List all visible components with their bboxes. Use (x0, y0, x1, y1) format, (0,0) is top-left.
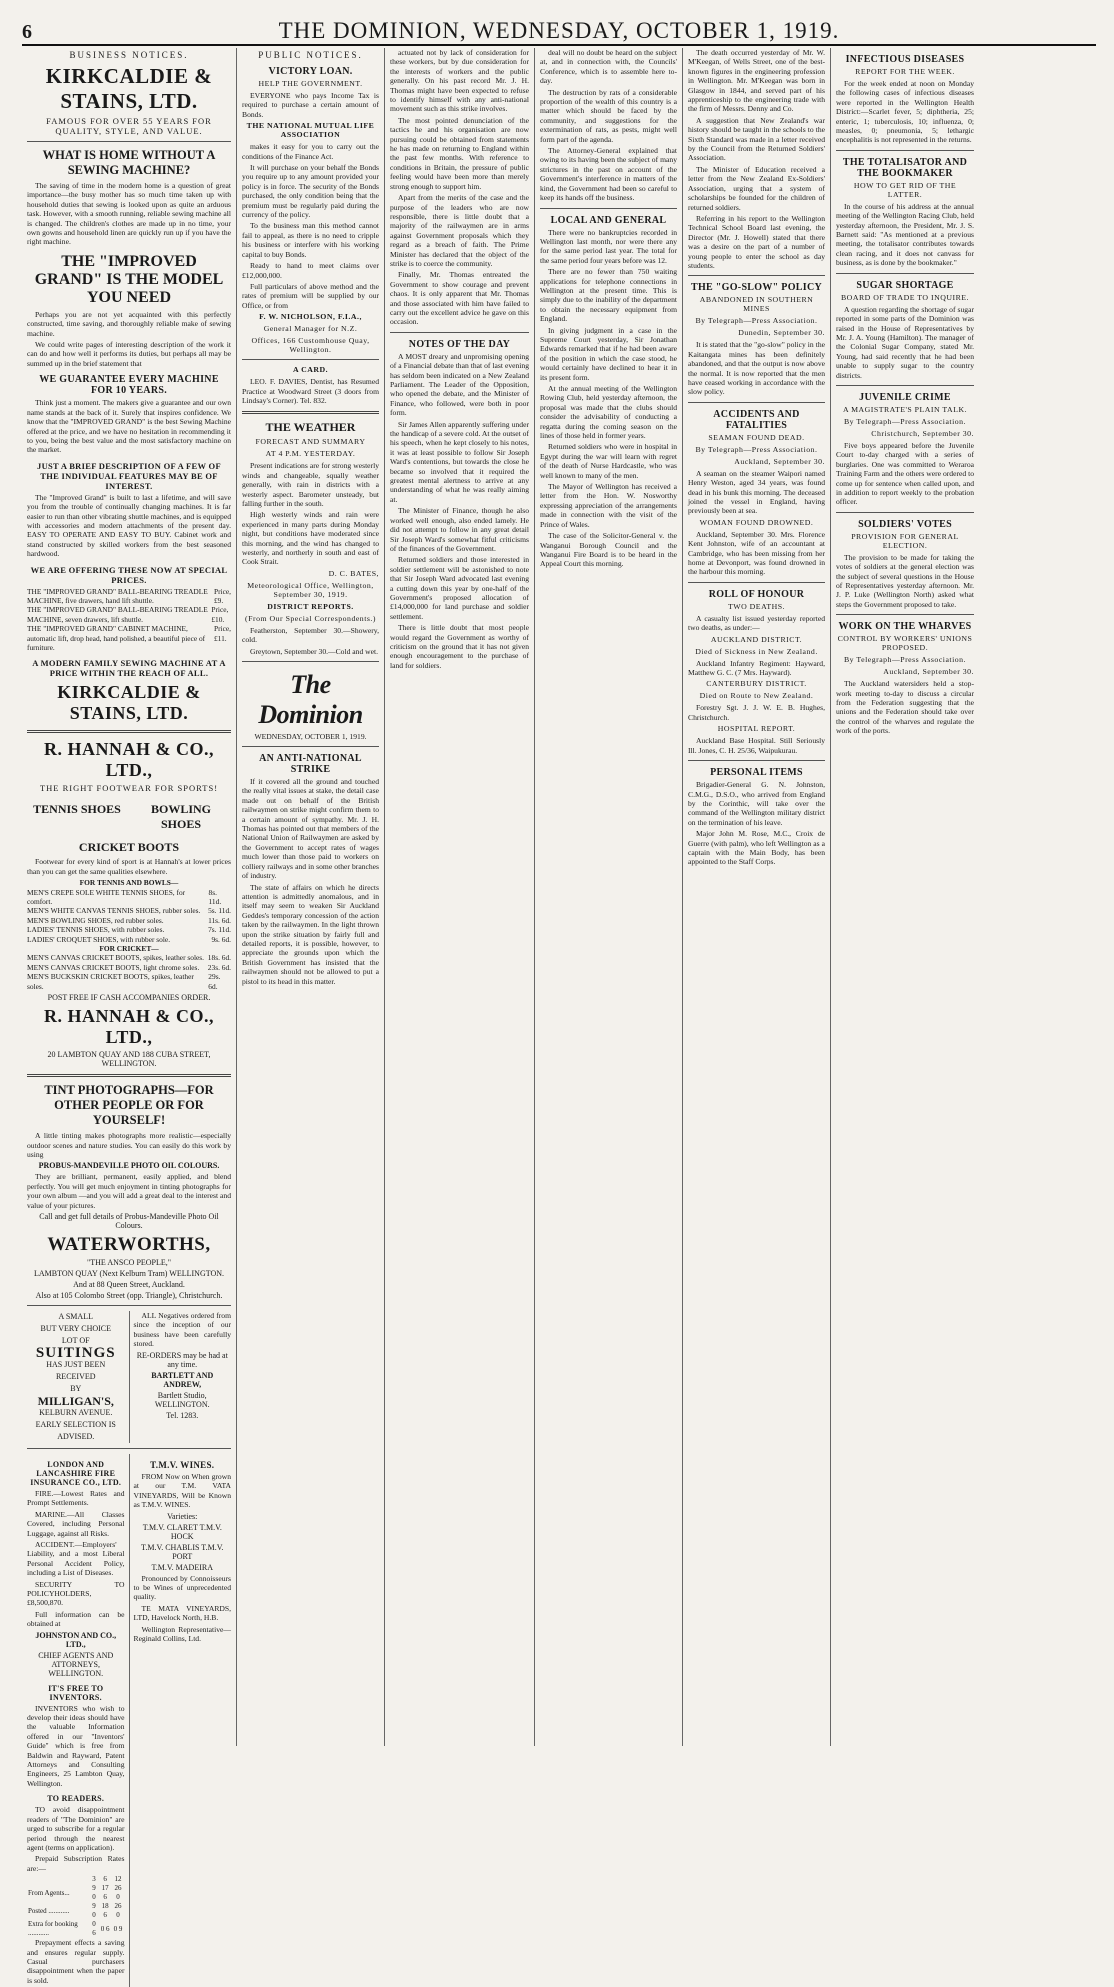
local-general-column: deal will no doubt be heard on the subject at, and in connection with, the Councils' Conference, which is to assemble here to-day. The destruction by rats of a considerable proportion of the wealth of this country is a matter which should be faced by the community, and suggestions for the extermination of rats, as pests, might well form part of the agenda. The Attorney-General explained that owing to its having been the subject of many strictures in the past on account of the Government's interference in matters of the kind, the Government had been so careful to keep its hands off the business. LOCAL AND GENERAL There were no bankruptcies recorded in Wellington last month, nor were there any for the same period last year. The total for the same period four years before was 12. There are no fewer than 750 waiting applications for telephone connections in Wellington at the present time. This is simply due to the inability of the department to obtain the necessary equipment from England. In giving judgment in a case in the Supreme Court yesterday, Sir Jonathan Edwards remarked that if he had been aware of the position in which the case stood, he would certainly have declined to hear it in its present form. At the annual meeting of the Wellington Rowing Club, held yesterday afternoon, the proposal was made that the clubs should consider the advisability of conducting a regatta during the coming season on the lines of those held in former years. Returned soldiers who were in hospital in Egypt during the war will learn with regret of the death of Nurse Hardcastle, who was well known to many of the men. The Mayor of Wellington has received a letter from the Hon. W. Nosworthy expressing appreciation of the arrangements made in connection with the visit of the Prince of Wales. The case of the Solicitor-General v. the Wanganui Borough Council and the Wanganui Fire Board is to be heard in the Appeal Court this morning. (535, 48, 683, 1746)
bowling-shoes-heading: BOWLING SHOES (150, 802, 211, 832)
page-number: 6 (22, 21, 32, 43)
masthead-title: THE DOMINION, WEDNESDAY, OCTOBER 1, 1919. (278, 18, 840, 43)
cricket-item: MEN'S BUCKSKIN CRICKET BOOTS, spikes, leather soles. 29s. 6d. (27, 972, 221, 991)
subscription-rates-table: 3 6 12 From Agents... 9 0 17 6 26 0 Posted ............ 9 0 18 6 26 0 Extra for booking ............ 0 6 0 6 0 9 (27, 1875, 125, 1938)
readers-heading: TO READERS. (47, 1794, 105, 1804)
johnston-name: JOHNSTON AND CO., LTD., (35, 1630, 117, 1649)
ansco-tagline: "THE ANSCO PEOPLE," (86, 1257, 172, 1267)
district-reports-heading: DISTRICT REPORTS. (267, 601, 354, 611)
tmv-text-2: Pronounced by Connoisseurs to be Wines of unprecedented quality. (133, 1573, 231, 1602)
bartlett-tel: Tel. 1283. (166, 1410, 199, 1420)
page-masthead (22, 14, 1096, 46)
victory-loan-sub: HELP THE GOVERNMENT. (258, 79, 363, 88)
improved-text-2: We could write pages of interesting description of the work it can do and how well it performs its duties, but perhaps all may be summed up in the brief statement that (27, 340, 231, 368)
johnston-role: CHIEF AGENTS AND ATTORNEYS, WELLINGTON. (38, 1650, 114, 1678)
inventors-text: INVENTORS who wish to develop their ideas should have the valuable Information offered in our "Inventors' Guide" which is free from Baldwin and Rayward, Patent Attorneys and Consulting Engineers, 25 Lambton Quay, Wellington. (27, 1703, 125, 1788)
sport-note: Footwear for every kind of sport is at Hannah's at lower prices than you can get the same qualities elsewhere. (27, 857, 231, 876)
cricket-item: MEN'S CANVAS CRICKET BOOTS, spikes, leather soles. 18s. 6d. (27, 953, 231, 963)
offer-item: THE "IMPROVED GRAND" CABINET MACHINE, automatic lift, drop head, hand polished, a beautiful piece of furniture. Price, £11. (27, 624, 231, 652)
waterworths-brand: WATERWORTHS, (47, 1233, 211, 1255)
tmv-varieties-label: Varieties: (167, 1511, 198, 1521)
offer-list (27, 587, 231, 653)
readers-text: TO avoid disappointment readers of "The Dominion" are urged to subscribe for a regular period through the nearest agent (terms on application). (27, 1805, 125, 1852)
totalisator-heading: THE TOTALISATOR AND THE BOOKMAKER (842, 156, 968, 179)
sugar-heading: SUGAR SHORTAGE (856, 279, 954, 291)
inventors-heading: IT'S FREE TO INVENTORS. (48, 1683, 104, 1702)
suitings-ad: A SMALL BUT VERY CHOICE LOT OF SUITINGS HAS JUST BEEN RECEIVED BY MILLIGAN'S, KELBURN AVENUE. EARLY SELECTION IS ADVISED. (35, 1311, 116, 1441)
tint-call: Call and get full details of Probus-Mandeville Photo Oil Colours. (39, 1211, 219, 1230)
hannah-tagline: THE RIGHT FOOTWEAR FOR SPORTS! (39, 783, 219, 794)
tennis-item: MEN'S BOWLING SHOES, red rubber soles. 11s. 6d. (27, 915, 231, 925)
tint-product: PROBUS-MANDEVILLE PHOTO OIL COLOURS. (38, 1161, 220, 1171)
tmv-agent: Wellington Representative—Reginald Collins, Ltd. (133, 1624, 231, 1643)
cricket-item: MEN'S CANVAS CRICKET BOOTS, light chrome soles. 23s. 6d. (27, 962, 231, 972)
weather-sub: FORECAST AND SUMMARY (255, 437, 366, 447)
guarantee-headline: WE GUARANTEE EVERY MACHINE FOR 10 YEARS. (39, 374, 219, 397)
tint-text: A little tinting makes photographs more realistic—especially outdoor scenes and nature studies. You can easily do this work by using (27, 1131, 231, 1159)
personal-items-heading: PERSONAL ITEMS (710, 767, 803, 779)
mutual-life-heading: THE NATIONAL MUTUAL LIFE ASSOCIATION (246, 121, 375, 140)
roll-of-honour-heading: ROLL OF HONOUR (708, 588, 805, 600)
weather-text: Present indications are for strong westerly winds and changeable, squally weather generally, with rain in districts with a westerly aspect. Barometer unsteady, but falling further in the south. (242, 461, 379, 508)
section-label: PUBLIC NOTICES. (258, 50, 363, 60)
editorial-headline: AN ANTI-NATIONAL STRIKE (259, 753, 362, 776)
waterworths-address-1: LAMBTON QUAY (Next Kelburn Tram) WELLINGTON. (33, 1268, 225, 1278)
right-column: INFECTIOUS DISEASES REPORT FOR THE WEEK. For the week ended at noon on Monday the following cases of infectious diseases were reported in the Wellington Health District:—Scarlet fever, 5; diphtheria, 25; enteric, 1; tuberculosis, 10; influenza, 0; measles, 0; pneumonia, 5; lethargic encephalitis is not represented in the returns. THE TOTALISATOR AND THE BOOKMAKER HOW TO GET RID OF THE LATTER. In the course of his address at the annual meeting of the Wellington Racing Club, held yesterday afternoon, the President, Mr. J. S. Barnett said: "As mentioned at a previous meeting, the totalisator contributes towards clean racing, and it does not canvass for business, as is done by the bookmaker." SUGAR SHORTAGE BOARD OF TRADE TO INQUIRE. A question regarding the shortage of sugar reported in some parts of the Dominion was raised in the House of Representatives by Mr. J. A. Young (Hamilton). The manager of the Colonial Sugar Company, stated Mr. Young, had said recently that he had been unable to supply sugar to the country districts. JUVENILE CRIME A MAGISTRATE'S PLAIN TALK. By Telegraph—Press Association. Christchurch, September 30. Five boys appeared before the Juvenile Court to-day charged with a series of burglaries. One was committed to Weraroa Training Farm and the others were ordered to come up for sentence when called upon, and in addition to report weekly to the probation officer. SOLDIERS' VOTES PROVISION FOR GENERAL ELECTION. The provision to be made for taking the votes of soldiers at the general election was the subject of several questions in the House of Representatives yesterday afternoon. Mr. J. P. Luke (Wellington North) asked what steps the Government proposed to take. WORK ON THE WHARVES CONTROL BY WORKERS' UNIONS PROPOSED. By Telegraph—Press Association. Auckland, September 30. The Auckland watersiders held a stop-work meeting to-day to discuss a circular from the Federation suggesting that the unions and the Federation should take over the control of the wharves and regulate the work of the ports. (836, 54, 974, 736)
go-slow-heading: THE "GO-SLOW" POLICY (690, 282, 822, 294)
editorial-date: WEDNESDAY, OCTOBER 1, 1919. (254, 732, 367, 742)
hannah-brand-repeat: R. HANNAH & CO., LTD., (44, 1006, 214, 1048)
tmv-heading: T.M.V. WINES. (150, 1459, 215, 1470)
bartlett-address: Bartlett Studio, WELLINGTON. (154, 1390, 210, 1409)
soldiers-votes-heading: SOLDIERS' VOTES (858, 518, 952, 530)
juvenile-heading: JUVENILE CRIME (859, 391, 951, 403)
kirkcaldie-brand: KIRKCALDIE & STAINS, LTD. (45, 64, 213, 113)
table-row: Extra for booking ............ 0 6 0 6 0 9 (28, 1920, 123, 1938)
local-general-heading: LOCAL AND GENERAL (550, 214, 667, 226)
business-notices-column: BUSINESS NOTICES. KIRKCALDIE & STAINS, LTD. FAMOUS FOR OVER 55 YEARS FOR QUALITY, STYLE, AND VALUE. WHAT IS HOME WITHOUT A SEWING MACHINE? The saving of time in the modern home is a question of great importance—the busy mother has so much time taken up with household duties that sewing is looked upon as quite an arduous task. However, with a smooth running, reliable sewing machine all is changed. The children's clothes are made up in no time, your own gowns and household linen are quickly run up if you have the right machine. THE "IMPROVED GRAND" IS THE MODEL YOU NEED Perhaps you are not yet acquainted with this perfectly constructed, time saving, and thoroughly reliable make of sewing machine. We could write pages of interesting description of the work it can do and how well it performs its duties, but perhaps all may be summed up in the brief statement that WE GUARANTEE EVERY MACHINE FOR 10 YEARS. Think just a moment. The makers give a guarantee and our own name stands at the back of it. Surely that inspires confidence. We know that the "IMPROVED GRAND" is the best Sewing Machine offered at the price, and we have no hesitation in recommending it to you, being the best value and the most satisfactory machine on the market. JUST A BRIEF DESCRIPTION OF A FEW OF THE INDIVIDUAL FEATURES MAY BE OF INTEREST. The "Improved Grand" is built to last a lifetime, and will save you from the trouble of continually changing machines. It is far easier to run than other vibrating shuttle machines, and is equipped with accessories and modern attachments of the present day. EASY TO OPERATE AND EASY TO BUY. Cabinet work and stand constructed by skilled workers from the best seasoned hardwood. WE ARE OFFERING THESE NOW AT SPECIAL PRICES. THE "IMPROVED GRAND" BALL-BEARING TREADLE MACHINE, five drawers, hand lift shuttle. Price, £9. THE "IMPROVED GRAND" BALL-BEARING TREADLE MACHINE, seven drawers, lift shuttle. Price, £10. THE "IMPROVED GRAND" CABINET MACHINE, automatic lift, drop head, hand polished, a beautiful piece of furniture. Price, £11. A MODERN FAMILY SEWING MACHINE AT A PRICE WITHIN THE REACH OF ALL. KIRKCALDIE & STAINS, LTD. R. HANNAH & CO., LTD., THE RIGHT FOOTWEAR FOR SPORTS! TENNIS SHOES BOWLING SHOES CRICKET BOOTS Footwear for every kind of sport is at Hannah's at lower prices than you can get the same qualities elsewhere. FOR TENNIS AND BOWLS— MEN'S CREPE SOLE WHITE TENNIS SHOES, for comfort. 8s. 11d. MEN'S WHITE CANVAS TENNIS SHOES, rubber soles. 5s. 11d. MEN'S BOWLING SHOES, red rubber soles. 11s. 6d. LADIES' TENNIS SHOES, with rubber soles. 7s. 11d. LADIES' CROQUET SHOES, with rubber sole. 9s. 6d. FOR CRICKET— MEN'S CANVAS CRICKET BOOTS, spikes, leather soles. 18s. 6d. MEN'S CANVAS CRICKET BOOTS, light chrome soles. 23s. 6d. MEN'S BUCKSKIN CRICKET BOOTS, spikes, leather soles. 29s. 6d. POST FREE IF CASH ACCOMPANIES ORDER. R. HANNAH & CO., LTD., 20 LAMBTON QUAY AND 188 CUBA STREET, WELLINGTON. TINT PHOTOGRAPHS—FOR OTHER PEOPLE OR FOR YOURSELF! A little tinting makes photographs more realistic—especially outdoor scenes and nature studies. You can easily do this work by using PROBUS-MANDEVILLE PHOTO OIL COLOURS. They are brilliant, permanent, easily applied, and blend perfectly. You will get much enjoyment in tinting photographs for your own album —and you will add a great deal to the interest and value of your pictures. Call and get full details of Probus-Mandeville Photo Oil Colours. WATERWORTHS, "THE ANSCO PEOPLE," LAMBTON QUAY (Next Kelburn Tram) WELLINGTON. And at 88 Queen Street, Auckland. Also at 105 Colombo Street (opp. Triangle), Christchurch. A SMALL BUT VERY CHOICE LOT OF SUITINGS HAS JUST BEEN RECEIVED BY MILLIGAN'S, KELBURN AVENUE. EARLY SELECTION IS ADVISED. ALL Negatives ordered from since the inception of our business have been carefully stored. RE-ORDERS may be had at any time. BARTLETT AND ANDREW, Bartlett Studio, WELLINGTON. Tel. 1283. LONDON AND LANCASHIRE FIRE INSURANCE CO., LTD. FIRE.—Lowest Rates and Prompt Settlements. MARINE.—All Classes Covered, including Personal Luggage, against all Risks. ACCIDENT.—Employers' Liability, and a most Liberal Personal Accident Policy, including a List of Diseases. SECURITY TO POLICYHOLDERS, £8,500,870. Full information can be obtained at JOHNSTON AND CO., LTD., CHIEF AGENTS AND ATTORNEYS, WELLINGTON. IT'S FREE TO INVENTORS. INVENTORS who wish to develop their ideas should have the valuable Information offered in our "Inventors' Guide" which is free from Baldwin and Rayward, Patent Attorneys and Consulting Engineers, 25 Lambton Quay, Wellington. TO READERS. TO avoid disappointment readers of "The Dominion" are urged to subscribe for a regular period through the nearest agent (terms on application). Prepaid Subscription Rates are:— 3 6 12 From Agents... 9 0 17 6 26 0 Posted ............ 9 0 18 6 26 0 Extra for booking ............ 0 6 0 6 0 9 Prepayment effects a saving and ensures regular supply. Casual purchasers disappointment when the paper is sold. T.M.V. WINES. FROM Now on When grown at our T.M. VATA VINEYARDS, Will be Known as T.M.V. WINES. Varieties: T.M.V. CLARET T.M.V. HOCK T.M.V. CHABLIS T.M.V. PORT T.M.V. MADEIRA Pronounced by Connoisseurs to be Wines of unprecedented quality. TE MATA VINEYARDS, LTD, Havelock North, H.B. Wellington Representative—Reginald Collins, Ltd. (22, 48, 237, 1746)
tennis-item: LADIES' CROQUET SHOES, with rubber sole. 9s. 6d. (27, 934, 231, 944)
editorial-column: actuated not by lack of consideration for these workers, but by due consideration for the interests of workers and the public generally. On his past record Mr. J. H. Thomas might have been expected to refuse to identify himself with any anti-national movement such as this strike involves. The most pointed denunciation of the tactics he and his organisation are now pursuing could be obtained from statements he has made on returning to England within the past few months. With reference to conditions in Britain, the pressure of public feeling would have been more than merely strong enough to support him. Apart from the merits of the case and the purpose of the leaders who are now responsible, there is little doubt that a majority of the railwaymen are in arms against Government proposals which they regard as a breach of faith. The Prime Minister has declared that the object of the strike is to coerce the community. Finally, Mr. Thomas entreated the Government to show courage and prevent chaos. It is only apparent that Mr. Thomas and those associated with him have failed to carry out the excellent advice he gave on this occasion. NOTES OF THE DAY A MOST dreary and unpromising opening of a Financial debate than that of last evening has seldom been indicated on a New Zealand Parliament. The Leader of the Opposition, who opened the debate, and the Minister of Finance, who followed, were both in poor form. Sir James Allen apparently suffering under the handicap of a severe cold. At the outset of his speech, when he kept closely to his notes, it was at least possible to follow Sir Joseph Ward's contentions, but towards the close he became so involved that it required the greatest mental alertness to arrive at any understanding of what he was really aiming at. The Minister of Finance, though he also worked well enough, also ended lamely. He did not attempt to follow in any great detail Sir Joseph Ward's somewhat fitful criticisms of the finances of the Government. Returned soldiers and those interested in soldier settlement will be astonished to note that Sir Joseph Ward advocated last evening a cutting down this year by one-half of the Government's proposed allocation of £14,000,000 for land purchase and soldier settlement. There is little doubt that most people would regard the Government as worthy of criticism on the ground that it has not given enough encouragement to the purchase of land for soldiers. (385, 48, 535, 1746)
guarantee-text: Think just a moment. The makers give a guarantee and our own name stands at the back of it. Surely that inspires confidence. We know that the "IMPROVED GRAND" is the best Sewing Machine offered at the price, and we have no hesitation in recommending it to you, being the best value and the most satisfactory machine on the market. (27, 398, 231, 455)
hannah-address: 20 LAMBTON QUAY AND 188 CUBA STREET, WELLINGTON. (47, 1050, 211, 1069)
weather-heading: THE WEATHER (265, 420, 356, 435)
tmv-vineyards: TE MATA VINEYARDS, LTD, Havelock North, H.B. (133, 1603, 231, 1623)
improved-grand-headline: THE "IMPROVED GRAND" IS THE MODEL YOU NEED (34, 252, 224, 306)
dominion-gothic-masthead: The Dominion (258, 670, 363, 730)
features-text: The "Improved Grand" is built to last a lifetime, and will save you from the trouble of continually changing machines. It is far easier to run than other vibrating shuttle machines, and is equipped with accessories and modern attachments of the present day. EASY TO OPERATE AND EASY TO BUY. Cabinet work and stand constructed by skilled workers from the best seasoned hardwood. (27, 492, 231, 559)
sewing-text: The saving of time in the modern home is a question of great importance—the busy mother has so much time taken up with household duties that sewing is looked upon as quite an arduous task. However, with a smooth running, reliable sewing machine all is changed. The children's clothes are made up in no time, your own gowns and household linen are quickly run up if you have the right machine. (27, 181, 231, 247)
cricket-boots-heading: CRICKET BOOTS (78, 840, 180, 855)
news-column: The death occurred yesterday of Mr. W. M'Keegan, of Wells Street, one of the best-known figures in the engineering profession in Wellington. Mr. M'Keegan was born in Glasgow in 1844, and served part of his apprenticeship to the engineering trade with the firm of Messrs. Denny and Co. A suggestion that New Zealand's war history should be taught in the schools to the Sixth Standard was made in a letter received by the Council from the Returned Soldiers' Association. The Minister of Education received a letter from the New Zealand Ex-Soldiers' Association, urging that a system of scholarships be founded for the children of returned soldiers. Referring in his report to the Wellington Technical School Board last evening, the Director (Mr. J. Howell) stated that there was a desire on the part of a number of young people to enter the school as day students. THE "GO-SLOW" POLICY ABANDONED IN SOUTHERN MINES By Telegraph—Press Association. Dunedin, September 30. It is stated that the "go-slow" policy in the Kaitangata mines has been definitely abandoned, and that the output is now above the normal. It is now reported that the men have ceased working in accordance with the slow policy. ACCIDENTS AND FATALITIES SEAMAN FOUND DEAD. By Telegraph—Press Association. Auckland, September 30. A seaman on the steamer Waipori named Henry Weston, aged 34 years, was found dead in his bunk this morning. The deceased joined the vessel in England, having previously been at sea. WOMAN FOUND DROWNED. Auckland, September 30. Mrs. Florence Kent Johnston, wife of an accountant at Cambridge, who has been missing from her home at Devonport, was found drowned in the harbour this morning. ROLL OF HONOUR TWO DEATHS. A casualty list issued yesterday reported two deaths, as under:— AUCKLAND DISTRICT. Died of Sickness in New Zealand. Auckland Infantry Regiment: Hayward, Matthew G. C. (7 Mrs. Hayward). CANTERBURY DISTRICT. Died on Route to New Zealand. Forestry Sgt. J. J. W. E. B. Hughes, Christchurch. HOSPITAL REPORT. Auckland Base Hospital. Still Seriously Ill. Jones, C. H. 25/36, Waipukurau. PERSONAL ITEMS Brigadier-General G. N. Johnston, C.M.G., D.S.O., who arrived from England by the Corinthic, will take over the command of the Wellington military district on the termination of his leave. Major John M. Rose, M.C., Croix de Guerre (with palm), who left Wellington as a captain with the Main Body, has been appointed to the Staff Corps. (683, 48, 831, 1746)
reorders-note: RE-ORDERS may be had at any time. (136, 1350, 228, 1369)
prepaid-label: Prepaid Subscription Rates are:— (27, 1854, 125, 1873)
wharves-heading: WORK ON THE WHARVES (838, 621, 972, 633)
bartlett-name: BARTLETT AND ANDREW, (151, 1370, 214, 1389)
waterworths-address-2: And at 88 Queen Street, Auckland. (73, 1279, 185, 1289)
hannah-brand: R. HANNAH & CO., LTD., (44, 739, 214, 781)
negatives-text: ALL Negatives ordered from since the inception of our business have been carefully stored. (133, 1310, 231, 1349)
public-notices-column: PUBLIC NOTICES. VICTORY LOAN. HELP THE GOVERNMENT. EVERYONE who pays Income Tax is required to purchase a certain amount of Bonds. THE NATIONAL MUTUAL LIFE ASSOCIATION makes it easy for you to carry out the conditions of the Finance Act. It will purchase on your behalf the Bonds you require up to any amount provided your policy is in force. The security of the Bonds purchased, the only condition being that the premium must be regularly paid during the currency of the policy. To the business man this method cannot fail to appeal, as there is no need to cripple his business or interfere with his working capital to buy Bonds. Ready to hand to meet claims over £12,000,000. Full particulars of above method and the rates of premium will be supplied by our Office, or from F. W. NICHOLSON, F.I.A., General Manager for N.Z. Offices, 166 Customhouse Quay, Wellington. A CARD. LEO. F. DAVIES, Dentist, has Resumed Practice at Woodward Street (3 doors from Lindsay's Corner). Tel. 832. THE WEATHER FORECAST AND SUMMARY AT 4 P.M. YESTERDAY. Present indications are for strong westerly winds and changeable, squally weather generally, with rain in districts with a westerly aspect. Barometer unsteady, but falling further in the south. High westerly winds and rain were experienced in many parts during Monday night, but conditions have moderated since this morning, and the wind has changed to westerly, and northerly in south and east of Cook Strait. D. C. BATES, Meteorological Office, Wellington, September 30, 1919. DISTRICT REPORTS. (From Our Special Correspondents.) Featherston, September 30.—Showery, cold. Greytown, September 30.—Cold and wet. The Dominion WEDNESDAY, OCTOBER 1, 1919. AN ANTI-NATIONAL STRIKE If it covered all the ground and touched the really vital issues at stake, the detail case made out on behalf of the British railwaymen on strike might confirm them to a certain amount of sympathy. Mr. J. H. Thomas has pointed out that members of the National Union of Railwaymen are asked by the Government to accept rates of wages much lower than those paid to workers on colliery railways and in some other branches of industry. The state of affairs on which he directs attention is admittedly anomalous, and in itself may seem to weaken Sir Auckland Geddes's temporary concession of the action taken by the railwaymen. In the light thrown upon the strike situation by fairly full and detailed reports, it is possible, however, to appreciate the grounds upon which the British Government has insisted that the railwaymen should not be allowed to put a pistol to its head in this matter. (237, 48, 385, 1746)
tennis-item: MEN'S CREPE SOLE WHITE TENNIS SHOES, for comfort. 8s. 11d. (27, 887, 222, 907)
table-row: From Agents... 9 0 17 6 26 0 (28, 1884, 122, 1902)
tennis-item: LADIES' TENNIS SHOES, with rubber soles. 7s. 11d. (27, 925, 231, 935)
family-note: A MODERN FAMILY SEWING MACHINE AT A PRICE WITHIN THE REACH OF ALL. (32, 658, 226, 679)
tennis-item: MEN'S WHITE CANVAS TENNIS SHOES, rubber soles. 5s. 11d. (27, 906, 231, 916)
offer-item: THE "IMPROVED GRAND" BALL-BEARING TREADLE MACHINE, five drawers, hand lift shuttle. Price, £9. (27, 586, 231, 605)
tmv-text: FROM Now on When grown at our T.M. VATA VINEYARDS, Will be Known as T.M.V. WINES. (133, 1471, 231, 1510)
sewing-headline: WHAT IS HOME WITHOUT A SEWING MACHINE? (42, 148, 216, 177)
tint-text-2: They are brilliant, permanent, easily applied, and blend perfectly. You will get much enjoyment in tinting photographs for your own album —and you will add a great deal to the interest and value of your pictures. (27, 1172, 231, 1210)
section-label: BUSINESS NOTICES. (69, 50, 189, 60)
london-lancashire-heading: LONDON AND LANCASHIRE FIRE INSURANCE CO., LTD. (30, 1459, 122, 1487)
tmv-variety-line: T.M.V. CHABLIS T.M.V. PORT (141, 1542, 224, 1561)
kirkcaldie-brand-repeat: KIRKCALDIE & STAINS, LTD. (57, 682, 201, 724)
tint-headline: TINT PHOTOGRAPHS—FOR OTHER PEOPLE OR FOR YOURSELF! (44, 1083, 214, 1128)
card-heading: A CARD. (292, 365, 329, 375)
table-row: Posted ............ 9 0 18 6 26 0 (28, 1902, 122, 1920)
editorial-text: If it covered all the ground and touched the really vital issues at stake, the detail case made out on behalf of the British railwaymen on strike might confirm them to a certain amount of sympathy. Mr. J. H. Thomas has pointed out that members of the National Union of Railwaymen are asked by the Government to accept rates of wages much lower than those paid to workers on colliery railways and in some other branches of industry. (242, 777, 379, 881)
infectious-heading: INFECTIOUS DISEASES (845, 54, 965, 65)
tennis-shoes-heading: TENNIS SHOES (33, 802, 121, 817)
prepay-note: Prepayment effects a saving and ensures regular supply. Casual purchasers disappointment when the paper is sold. (27, 1938, 125, 1985)
notes-of-day-heading: NOTES OF THE DAY (408, 338, 511, 350)
victory-loan-heading: VICTORY LOAN. (268, 66, 353, 77)
offer-item: THE "IMPROVED GRAND" BALL-BEARING TREADLE MACHINE, seven drawers, lift shuttle. Price, £10. (27, 605, 229, 624)
tennis-list: FOR TENNIS AND BOWLS— MEN'S CREPE SOLE WHITE TENNIS SHOES, for comfort. 8s. 11d. MEN'S WHITE CANVAS TENNIS SHOES, rubber soles. 5s. 11d. MEN'S BOWLING SHOES, red rubber soles. 11s. 6d. LADIES' TENNIS SHOES, with rubber soles. 7s. 11d. LADIES' CROQUET SHOES, with rubber sole. 9s. 6d. FOR CRICKET— MEN'S CANVAS CRICKET BOOTS, spikes, leather soles. 18s. 6d. MEN'S CANVAS CRICKET BOOTS, light chrome soles. 23s. 6d. MEN'S BUCKSKIN CRICKET BOOTS, spikes, leather soles. 29s. 6d. (27, 878, 231, 991)
waterworths-address-3: Also at 105 Colombo Street (opp. Triangle), Christchurch. (35, 1290, 223, 1300)
features-headline: JUST A BRIEF DESCRIPTION OF A FEW OF THE INDIVIDUAL FEATURES MAY BE OF INTEREST. (37, 460, 221, 491)
nicholson-name: F. W. NICHOLSON, F.I.A., (259, 312, 362, 322)
tmv-variety-line: T.M.V. CLARET T.M.V. HOCK (142, 1522, 222, 1541)
kirkcaldie-tagline: FAMOUS FOR OVER 55 YEARS FOR QUALITY, STYLE, AND VALUE. (46, 116, 212, 136)
tmv-variety-line: T.M.V. MADEIRA (151, 1562, 213, 1572)
improved-text-1: Perhaps you are not yet acquainted with this perfectly constructed, time saving, and thoroughly reliable make of sewing machine. (27, 309, 231, 338)
accidents-heading: ACCIDENTS AND FATALITIES (713, 408, 800, 431)
offer-headline: WE ARE OFFERING THESE NOW AT SPECIAL PRICES. (30, 564, 228, 585)
post-free-note: POST FREE IF CASH ACCOMPANIES ORDER. (47, 993, 211, 1003)
